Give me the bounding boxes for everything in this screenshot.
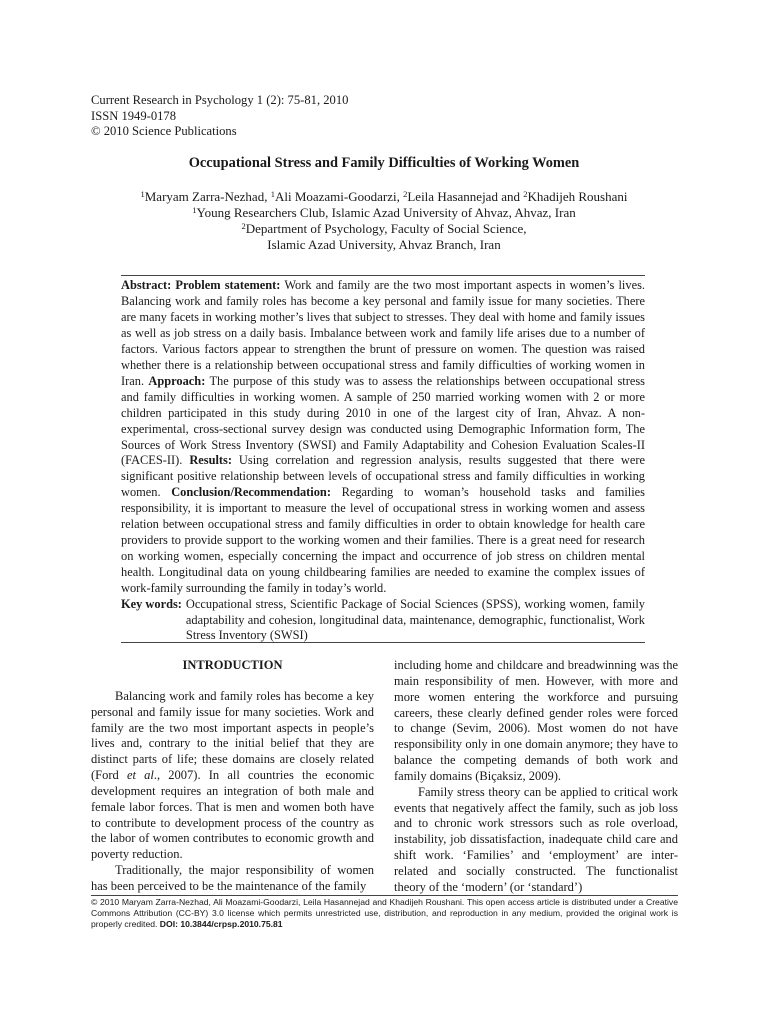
keywords	[121, 597, 645, 644]
license-text: © 2010 Maryam Zarra-Nezhad, Ali Moazami-Goodarzi, Leila Hasannejad and Khadijeh Roushani. This open access article is distributed under a Creative Commons Attribution (CC-BY) 3.0 license which permits unrestricted use, distribution, and reproduction in any medium, provided the original work is properly credited.	[91, 897, 678, 930]
keywords-label: Key words:	[121, 597, 182, 611]
author-3-affiliation-mark: 2	[403, 189, 408, 199]
intro-paragraph-1	[91, 689, 374, 863]
results-label: Results:	[189, 453, 232, 468]
intro-paragraph-1-part-b: ., 2007). In all countries the economic development requires an integration of both male and female labor forces. That is men and women both have to contribute to development process of the country as the labor of women contributes to economic growth and poverty reduction.	[91, 768, 375, 862]
journal-info	[91, 93, 491, 140]
approach-text: The purpose of this study was to assess the relationships between occupational stress and family difficulties in working women. A sample of 250 married working women with 2 or more children participated in this study during 2010 in one of the largest city of Iran, Ahvaz. A non-experimental, cross-sectional survey design was conducted using Demographic Information form, The Sources of Work Stress Inventory (SWSI) and Family Adaptability and Cohesion Evaluation Scales-II (FACES-II).	[121, 373, 645, 468]
affiliation-2-line-2: Islamic Azad University, Ahvaz Branch, Iran	[267, 237, 501, 252]
body-column-left	[91, 658, 374, 895]
problem-statement-text: Work and family are the two most important aspects in women’s lives. Balancing work and family roles has become a key personal and family issue for many societies. There are many facets in working mother’s lives that subject to stresses. They deal with home and family issues as well as job stress on a daily basis. Imbalance between work and family life arises due to a number of factors. Various factors appear to strengthen the brunt of pressure on women. The question was raised whether there is a relationship between occupational stress and family difficulties of working women in Iran.	[121, 278, 645, 388]
abstract	[121, 278, 645, 597]
affiliation-2-mark: 2	[241, 221, 246, 231]
author-1: Maryam Zarra-Nezhad,	[144, 189, 271, 204]
affiliation-1	[0, 205, 768, 221]
body-column-right	[394, 658, 678, 896]
license-footer	[91, 897, 678, 931]
affiliation-1-mark: 1	[192, 205, 197, 215]
section-heading-introduction: INTRODUCTION	[182, 658, 283, 672]
footer-rule	[91, 895, 678, 896]
author-4-affiliation-mark: 2	[523, 189, 528, 199]
journal-citation: Current Research in Psychology 1 (2): 75-81, 2010	[91, 93, 349, 107]
problem-statement-label: Problem statement:	[175, 278, 281, 292]
paper-title: Occupational Stress and Family Difficulties of Working Women	[188, 155, 580, 171]
doi: DOI: 10.3844/crpsp.2010.75.81	[159, 919, 283, 930]
keywords-bottom-rule	[121, 642, 645, 643]
results-text: Using correlation and regression analysis, results suggested that there were significant positive relationship between levels of occupational stress and family difficulties in working women.	[121, 453, 645, 500]
affiliation-2	[0, 221, 768, 237]
author-block	[0, 189, 768, 253]
conclusion-label: Conclusion/Recommendation:	[171, 485, 331, 500]
author-1-affiliation-mark: 1	[140, 189, 145, 199]
abstract-top-rule	[121, 275, 645, 276]
affiliation-2-line-1: Department of Psychology, Faculty of Social Science,	[245, 221, 527, 236]
abstract-label: Abstract:	[121, 278, 172, 292]
intro-paragraph-4: Family stress theory can be applied to critical work events that negatively affect the family, such as job loss and to chronic work stressors such as role overload, instability, job dissatisfaction, inadequate child care and shift work. ‘Families’ and ‘employment’ are inter-related and socially constructed. The functionalist theory of the ‘modern’ (or ‘standard’)	[394, 784, 678, 894]
keywords-text: Occupational stress, Scientific Package of Social Sciences (SPSS), working women, family adaptability and cohesion, longitudinal data, maintenance, demographic, functionalist, Work Stress Inventory (SWSI)	[185, 597, 645, 643]
author-2: Ali Moazami-Goodarzi,	[274, 189, 404, 204]
author-4: Khadijeh Roushani	[527, 189, 628, 204]
intro-paragraph-2: Traditionally, the major responsibility of women has been perceived to be the maintenance of the family	[91, 863, 374, 893]
journal-issn: ISSN 1949-0178	[91, 108, 177, 123]
affiliation-1-text: Young Researchers Club, Islamic Azad University of Ahvaz, Ahvaz, Iran	[196, 205, 576, 220]
journal-copyright: © 2010 Science Publications	[91, 124, 237, 139]
conclusion-text: Regarding to woman’s household tasks and families responsibility, it is important to measure the level of occupational stress in working women and assess relation between occupational stress and family difficulties in order to obtain knowledge for health care providers to provide support to the working women and their families. There is a great need for research on working women, especially concerning the impact and occurrence of job stress on children mental health. Longitudinal data on young childbearing families are needed to examine the complex issues of work-family surrounding the family in today’s world.	[121, 485, 645, 596]
intro-paragraph-3: including home and childcare and breadwinning was the main responsibility of men. However, with more and more women entering the workforce and pursuing careers, these clearly defined gender roles were forced to change (Sevim, 2006). Most women do not have responsibility only in one domain anymore; they have to balance the competing demands of both work and family domains (Biçaksiz, 2009).	[394, 658, 678, 783]
author-2-affiliation-mark: 1	[270, 189, 275, 199]
intro-paragraph-1-part-a: Balancing work and family roles has become a key personal and family issue for many societies. Work and family are the two most important aspects in people’s lives and, contrary to the initial belief that they are distinct parts of life; these domains are closely related (Ford	[91, 688, 374, 783]
et-al: et al	[126, 768, 154, 783]
approach-label: Approach:	[148, 373, 206, 388]
author-3: Leila Hasannejad and	[407, 189, 524, 204]
author-list	[0, 189, 768, 205]
